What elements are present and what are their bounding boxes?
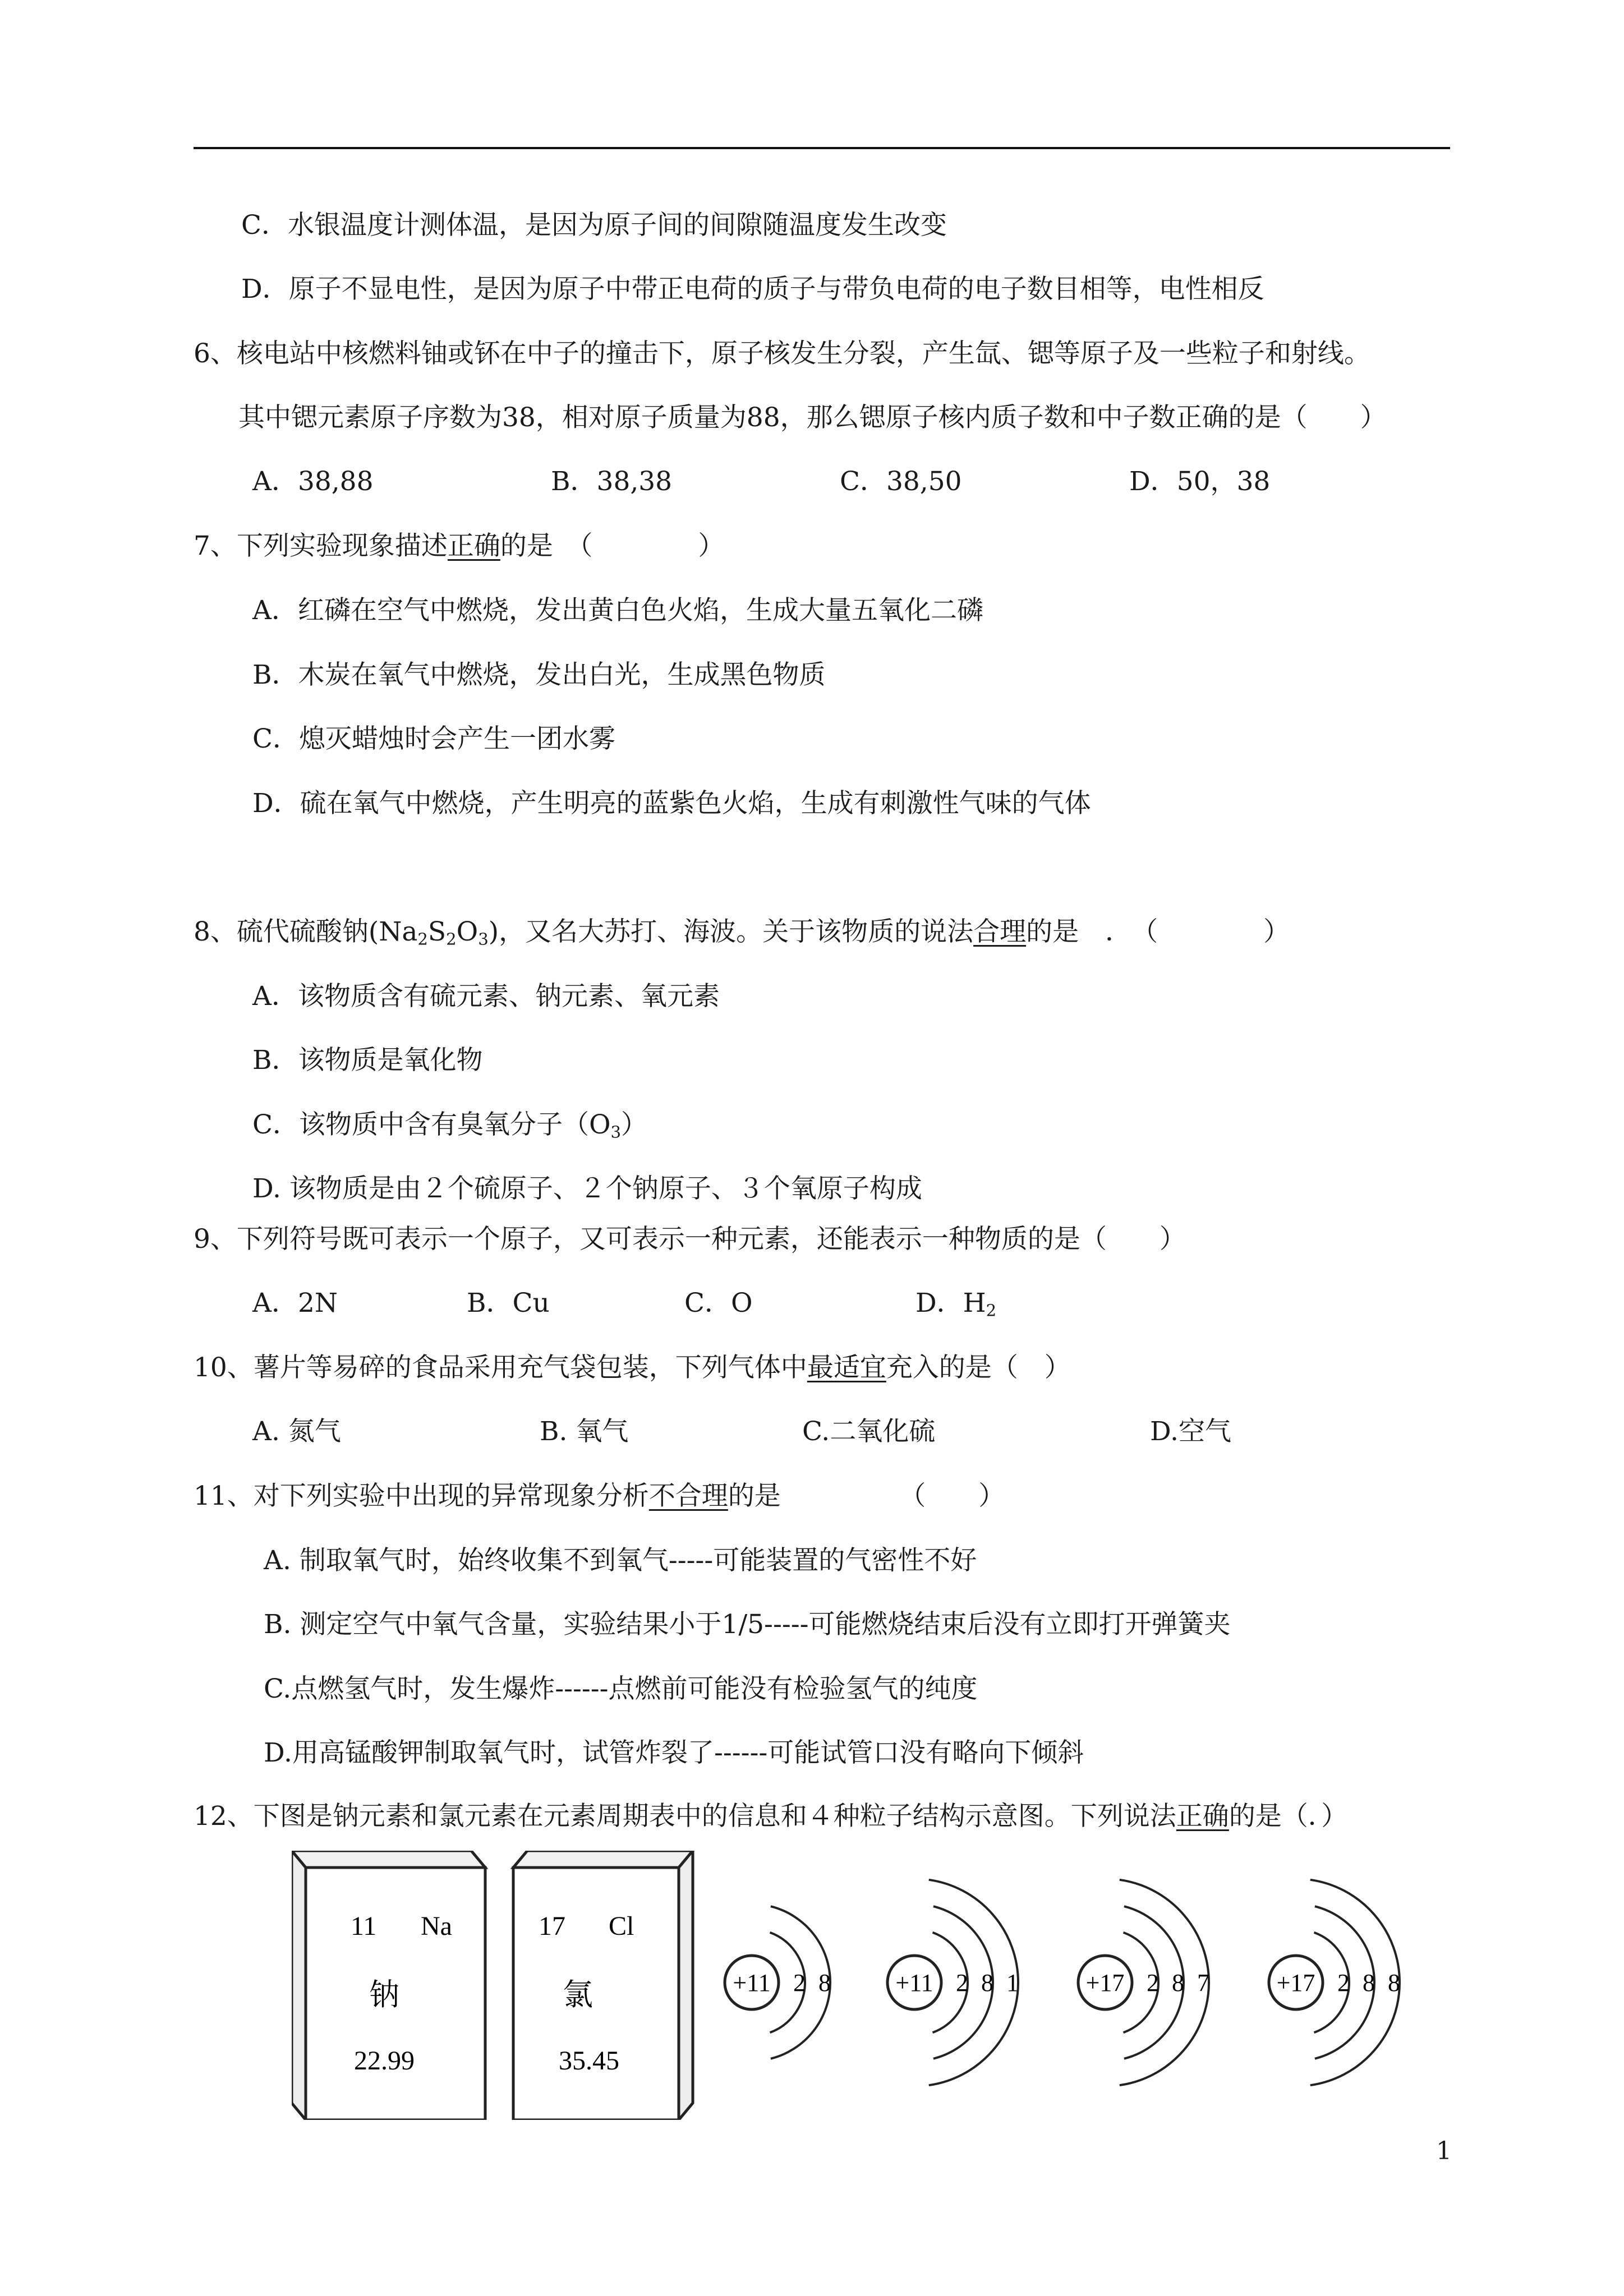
q6-stem-line2: 其中锶元素原子序数为38，相对原子质量为88，那么锶原子核内质子数和中子数正确的是（ ） [238,402,1387,433]
electron-count: 8 [1363,1969,1375,1997]
q12-stem-underlined: 正确 [1176,1801,1229,1832]
q9-options [0,1287,1624,1320]
element-card-cl [513,1851,693,2120]
q10-option-d: D.空气 [1150,1416,1231,1447]
q8-stem-s: S [427,916,447,947]
q10-options [0,1415,1624,1449]
q11-option-c: C.点燃氢气时，发生爆炸------点燃前可能没有检验氢气的纯度 [264,1673,978,1704]
q11-option-b: B. 测定空气中氧气含量，实验结果小于1/5-----可能燃烧结束后没有立即打开弹簧夹 [264,1609,1231,1640]
q8-stem-blank: 的是 ． （ ） [1026,916,1290,947]
q8-stem-text: 8、硫代硫酸钠(Na [194,916,418,947]
q6-option-a: A．38,88 [252,466,374,497]
q6-option-d: D．50，38 [1129,466,1271,497]
q8-option-b: B．该物质是氧化物 [252,1045,483,1076]
q11-stem [194,1479,1005,1513]
q10-stem-blank: 充入的是（ ） [886,1352,1071,1383]
q11-stem-blank: 的是 （ ） [728,1481,1005,1511]
q6-stem-line1: 6、核电站中核燃料铀或钚在中子的撞击下，原子核发生分裂，产生氙、锶等原子及一些粒子和射线。 [194,338,1370,369]
card-na-name: 钠 [369,1977,399,2012]
nucleus-charge: +17 [1085,1969,1125,1997]
q8-option-c-text: C．该物质中含有臭氧分子（O [252,1109,611,1140]
q9-option-b: B．Cu [467,1288,550,1318]
q7-stem [194,529,724,563]
electron-count: 2 [1337,1969,1350,1997]
q8-sub-na: 2 [417,929,428,949]
electron-count: 8 [818,1969,831,1997]
q9-option-d-sub: 2 [986,1301,997,1320]
q12-figure [292,1851,1470,2120]
q10-stem-underlined: 最适宜 [807,1352,886,1383]
q9-option-c: C．O [684,1288,753,1318]
q5-option-d: D．原子不显电性，是因为原子中带正电荷的质子与带负电荷的电子数目相等，电性相反 [241,274,1264,305]
card-cl-symbol: Cl [609,1911,634,1941]
q8-option-a: A．该物质含有硫元素、钠元素、氧元素 [252,981,720,1012]
q10-option-b: B. 氧气 [540,1416,629,1447]
q6-options [0,465,1624,499]
electron-count: 8 [981,1969,993,1997]
q5-option-c: C．水银温度计测体温，是因为原子间的间隙随温度发生改变 [241,210,947,241]
q8-option-c-close: ） [621,1109,648,1140]
q9-option-a: A．2N [252,1288,338,1318]
q11-stem-underlined: 不合理 [648,1481,728,1511]
q8-stem-underlined: 合理 [973,916,1027,947]
q9-option-d-text: D．H [915,1288,986,1318]
q8-stem-text2: )，又名大苏打、海波。关于该物质的说法 [488,916,974,947]
q6-option-c: C．38,50 [840,466,962,497]
particle-diagram-1 [725,1906,831,2059]
particle-diagram-4 [1269,1880,1400,2085]
particle-diagrams [725,1880,1400,2085]
q7-option-c: C．熄灭蜡烛时会产生一团水雾 [252,723,615,754]
q7-stem-blank: 的是 （ ） [500,531,725,561]
q7-stem-text: 7、下列实验现象描述 [194,531,448,561]
page-number: 1 [1436,2137,1452,2165]
q10-stem-text: 10、薯片等易碎的食品采用充气袋包装，下列气体中 [194,1352,807,1383]
q9-option-d [915,1287,996,1320]
card-cl-name: 氯 [563,1977,593,2012]
q8-option-c-sub: 3 [610,1122,622,1142]
card-na-symbol: Na [421,1911,452,1941]
q12-stem-text: 12、下图是钠元素和氯元素在元素周期表中的信息和４种粒子结构示意图。下列说法 [194,1801,1176,1832]
card-na-mass: 22.99 [354,2046,415,2076]
electron-count: 8 [1172,1969,1184,1997]
electron-count: 2 [1147,1969,1159,1997]
card-cl-number: 17 [539,1911,565,1941]
q6-option-b: B．38,38 [551,466,673,497]
q11-option-d: D.用高锰酸钾制取氧气时，试管炸裂了------可能试管口没有略向下倾斜 [264,1737,1084,1768]
q8-option-c [252,1108,647,1142]
header-rule [194,147,1450,149]
q9-stem: 9、下列符号既可表示一个原子，又可表示一种元素，还能表示一种物质的是（ ） [194,1224,1186,1255]
q11-stem-text: 11、对下列实验中出现的异常现象分析 [194,1481,649,1511]
q11-option-a: A. 制取氧气时，始终收集不到氧气-----可能装置的气密性不好 [264,1545,977,1576]
electron-count: 2 [793,1969,806,1997]
card-cl-mass: 35.45 [559,2046,619,2076]
q10-option-a: A. 氮气 [252,1416,341,1447]
particle-diagram-2 [887,1880,1019,2085]
nucleus-charge: +11 [733,1969,771,1997]
q8-sub-o: 3 [478,929,489,949]
q12-stem-blank: 的是（．） [1229,1801,1348,1832]
q8-stem [194,915,1290,949]
q8-stem-o: O [456,916,479,947]
q10-stem [194,1351,1071,1385]
element-card-na [292,1851,485,2120]
electron-count: 2 [956,1969,968,1997]
electron-count: 8 [1388,1969,1400,1997]
q8-option-d: D. 该物质是由２个硫原子、２个钠原子、３个氧原子构成 [252,1173,922,1204]
electron-count: 7 [1197,1969,1209,1997]
q8-sub-s: 2 [446,929,457,949]
q7-option-b: B．木炭在氧气中燃烧，发出白光，生成黑色物质 [252,660,826,690]
particle-diagram-3 [1078,1880,1209,2085]
nucleus-charge: +17 [1276,1969,1315,1997]
card-na-number: 11 [351,1911,377,1941]
q10-option-c: C.二氧化硫 [802,1416,936,1447]
electron-count: 1 [1006,1969,1019,1997]
q7-option-a: A．红磷在空气中燃烧，发出黄白色火焰，生成大量五氧化二磷 [252,595,983,626]
q7-stem-underlined: 正确 [447,531,500,561]
q7-option-d: D．硫在氧气中燃烧，产生明亮的蓝紫色火焰，生成有刺激性气味的气体 [252,788,1091,819]
q12-stem [194,1800,1347,1833]
nucleus-charge: +11 [895,1969,933,1997]
